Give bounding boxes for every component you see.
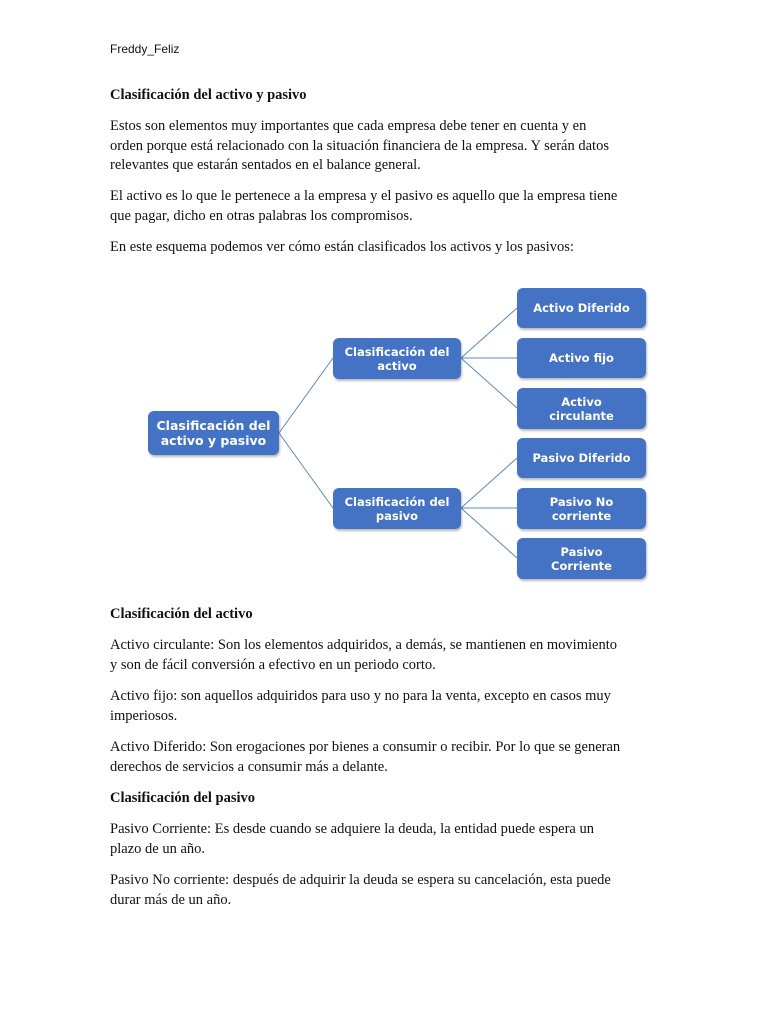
connector-line [461,508,517,558]
text-line: Activo Diferido: Son erogaciones por bienes a consumir o recibir. Por lo que se generan [110,739,621,755]
text-line: Activo circulante: Son los elementos adquiridos, a demás, se mantienen en movimiento [110,637,617,653]
text-line: Pasivo Corriente: Es desde cuando se adquiere la deuda, la entidad puede espera un [110,821,594,837]
node-label: activo y pasivo [160,433,267,448]
heading-pasivo: Clasificación del pasivo [110,790,256,806]
text-line: En este esquema podemos ver cómo están clasificados los activos y los pasivos: [110,239,574,255]
text-line: Pasivo No corriente: después de adquirir la deuda se espera su cancelación, esta puede [110,872,611,888]
node-label: Clasificación del [344,344,450,359]
activo-diferido-paragraph [110,738,670,777]
node-label: pasivo [375,508,419,523]
node-label: corriente [551,508,612,523]
connector-line [461,308,517,358]
node-label: Corriente [551,558,612,573]
node-label: Activo Diferido [533,301,630,315]
node-label: Activo [561,394,602,409]
text-line: Estos son elementos muy importantes que cada empresa debe tener en cuenta y en [110,118,587,134]
node-pasivo-corriente [517,538,646,579]
node-label: Pasivo Diferido [532,451,631,465]
node-label: Clasificación del [344,494,450,509]
intro-paragraph [110,117,670,176]
text-line: derechos de servicios a consumir más a delante. [110,758,388,775]
pasivo-corriente-paragraph [110,820,670,859]
node-root [148,411,279,455]
text-line: imperiosos. [110,707,178,724]
node-label: circulante [549,408,614,423]
node-activo-diferido [517,288,646,328]
activo-fijo-paragraph [110,687,670,726]
heading-activo: Clasificación del activo [110,606,253,622]
text-line: durar más de un año. [110,891,232,908]
text-line: plazo de un año. [110,840,206,857]
author-name: Freddy_Feliz [110,42,180,56]
node-activo-circulante [517,388,646,429]
node-label: Activo fijo [549,351,614,365]
node-activo-fijo [517,338,646,378]
node-label: Clasificación del [156,418,271,433]
text-line: El activo es lo que le pertenece a la empresa y el pasivo es aquello que la empresa tiene [110,188,618,204]
node-pasivo [333,488,461,529]
connector-line [279,358,333,433]
text-line: relevantes que estarán sentados en el balance general. [110,157,421,173]
node-activo [333,338,461,379]
activo-circulante-paragraph [110,636,670,675]
node-pasivo-diferido [517,438,646,478]
node-pasivo-no-corriente [517,488,646,529]
definition-paragraph [110,187,670,226]
text-line: orden porque está relacionado con la situación financiera de la empresa. Y serán datos [110,137,609,154]
node-label: Pasivo No [549,494,614,509]
scheme-intro-paragraph [110,238,670,258]
text-line: Activo fijo: son aquellos adquiridos para uso y no para la venta, excepto en casos muy [110,688,611,704]
text-line: y son de fácil conversión a efectivo en un periodo corto. [110,656,436,673]
pasivo-no-corriente-paragraph [110,871,670,910]
node-label: activo [377,358,417,373]
node-label: Pasivo [560,544,603,559]
heading-clasificacion: Clasificación del activo y pasivo [110,87,307,103]
connector-line [279,433,333,508]
text-line: que pagar, dicho en otras palabras los compromisos. [110,207,413,224]
connector-line [461,458,517,508]
connector-line [461,358,517,408]
